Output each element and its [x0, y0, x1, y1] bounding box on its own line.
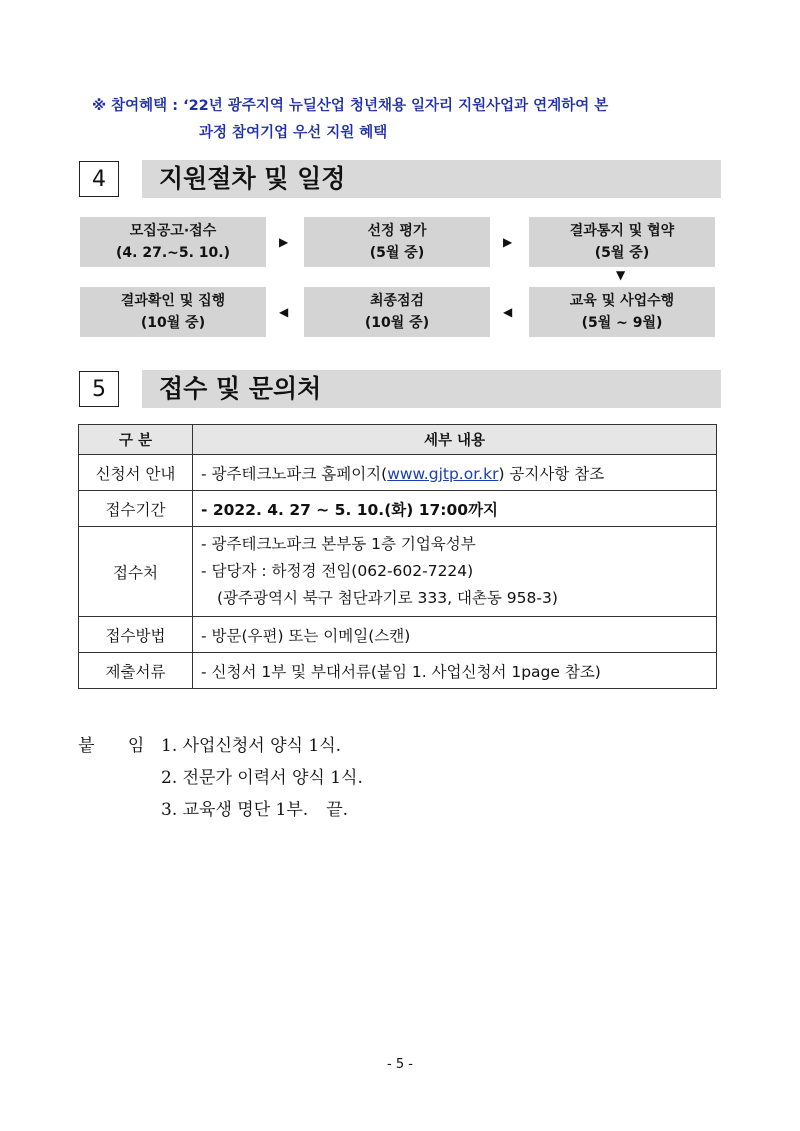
- detail-line: - 광주테크노파크 본부동 1층 기업육성부: [201, 535, 476, 553]
- row-detail: [193, 455, 717, 491]
- step-date: (10월 중): [140, 315, 206, 331]
- step-recruitment: [80, 217, 266, 267]
- arrow-left-icon: ◀: [503, 305, 513, 319]
- arrow-right-icon: ▶: [279, 235, 289, 249]
- arrow-down-icon: ▼: [616, 268, 626, 282]
- end-mark: 끝.: [326, 800, 349, 820]
- step-date: (5월 중): [369, 245, 425, 261]
- attachment-label: 붙 임: [78, 736, 159, 756]
- detail-suffix: ) 공지사항 참조: [498, 464, 605, 483]
- step-notification: [529, 217, 715, 267]
- section-5-title: 접수 및 문의처: [142, 370, 721, 408]
- note-line-1: ※ 참여혜택 : ‘22년 광주지역 뉴딜산업 청년채용 일자리 지원사업과 연계하여 본: [92, 98, 609, 114]
- detail-prefix: - 광주테크노파크 홈페이지(: [201, 464, 388, 483]
- row-category: 접수기간: [79, 491, 193, 527]
- table-row: [79, 653, 717, 689]
- step-date: (4. 27.~5. 10.): [116, 245, 230, 261]
- step-name: 모집공고·접수: [129, 223, 217, 239]
- step-date: (10월 중): [364, 315, 430, 331]
- attachment-item: 1. 사업신청서 양식 1식.: [161, 736, 342, 756]
- note-line-2: 과정 참여기업 우선 지원 혜택: [199, 125, 388, 141]
- step-name: 결과통지 및 협약: [569, 223, 675, 239]
- row-detail: - 신청서 1부 및 부대서류(붙임 1. 사업신청서 1page 참조): [193, 653, 717, 689]
- row-category: 신청서 안내: [79, 455, 193, 491]
- step-selection: [304, 217, 490, 267]
- row-detail: [193, 527, 717, 617]
- attachment-item: 3. 교육생 명단 1부.: [161, 800, 309, 820]
- row-category: 제출서류: [79, 653, 193, 689]
- homepage-link[interactable]: www.gjtp.or.kr: [387, 464, 499, 483]
- step-name: 최종점검: [369, 293, 425, 309]
- table-row: [79, 617, 717, 653]
- attachments: [78, 730, 363, 826]
- participation-benefit-note: [92, 93, 608, 147]
- contact-table: [78, 424, 717, 689]
- attachment-row: [78, 794, 363, 826]
- table-header-row: [79, 425, 717, 455]
- row-detail: - 2022. 4. 27 ~ 5. 10.(화) 17:00까지: [193, 491, 717, 527]
- step-name: 교육 및 사업수행: [569, 293, 675, 309]
- arrow-left-icon: ◀: [279, 305, 289, 319]
- detail-line: - 담당자 : 하정경 전임(062-602-7224): [201, 562, 474, 580]
- step-name: 선정 평가: [367, 223, 427, 239]
- step-final-inspection: [304, 287, 490, 337]
- row-category: 접수처: [79, 527, 193, 617]
- arrow-right-icon: ▶: [503, 235, 513, 249]
- step-final-check: [80, 287, 266, 337]
- detail-line: (광주광역시 북구 첨단과기로 333, 대촌동 958-3): [217, 589, 558, 607]
- step-date: (5월 ~ 9월): [581, 315, 663, 331]
- step-education: [529, 287, 715, 337]
- section-5-number: 5: [79, 371, 119, 407]
- header-detail: 세부 내용: [193, 425, 717, 455]
- header-category: 구 분: [79, 425, 193, 455]
- table-row: [79, 527, 717, 617]
- attachment-item: 2. 전문가 이력서 양식 1식.: [161, 768, 363, 788]
- section-4-title: 지원절차 및 일정: [142, 160, 721, 198]
- section-4-number: 4: [79, 161, 119, 197]
- table-row: [79, 455, 717, 491]
- step-date: (5월 중): [594, 245, 650, 261]
- row-category: 접수방법: [79, 617, 193, 653]
- attachment-row: [78, 762, 363, 794]
- attachment-row: [78, 730, 363, 762]
- row-detail: - 방문(우편) 또는 이메일(스캔): [193, 617, 717, 653]
- page-number: - 5 -: [387, 1057, 413, 1072]
- table-row: [79, 491, 717, 527]
- step-name: 결과확인 및 집행: [120, 293, 226, 309]
